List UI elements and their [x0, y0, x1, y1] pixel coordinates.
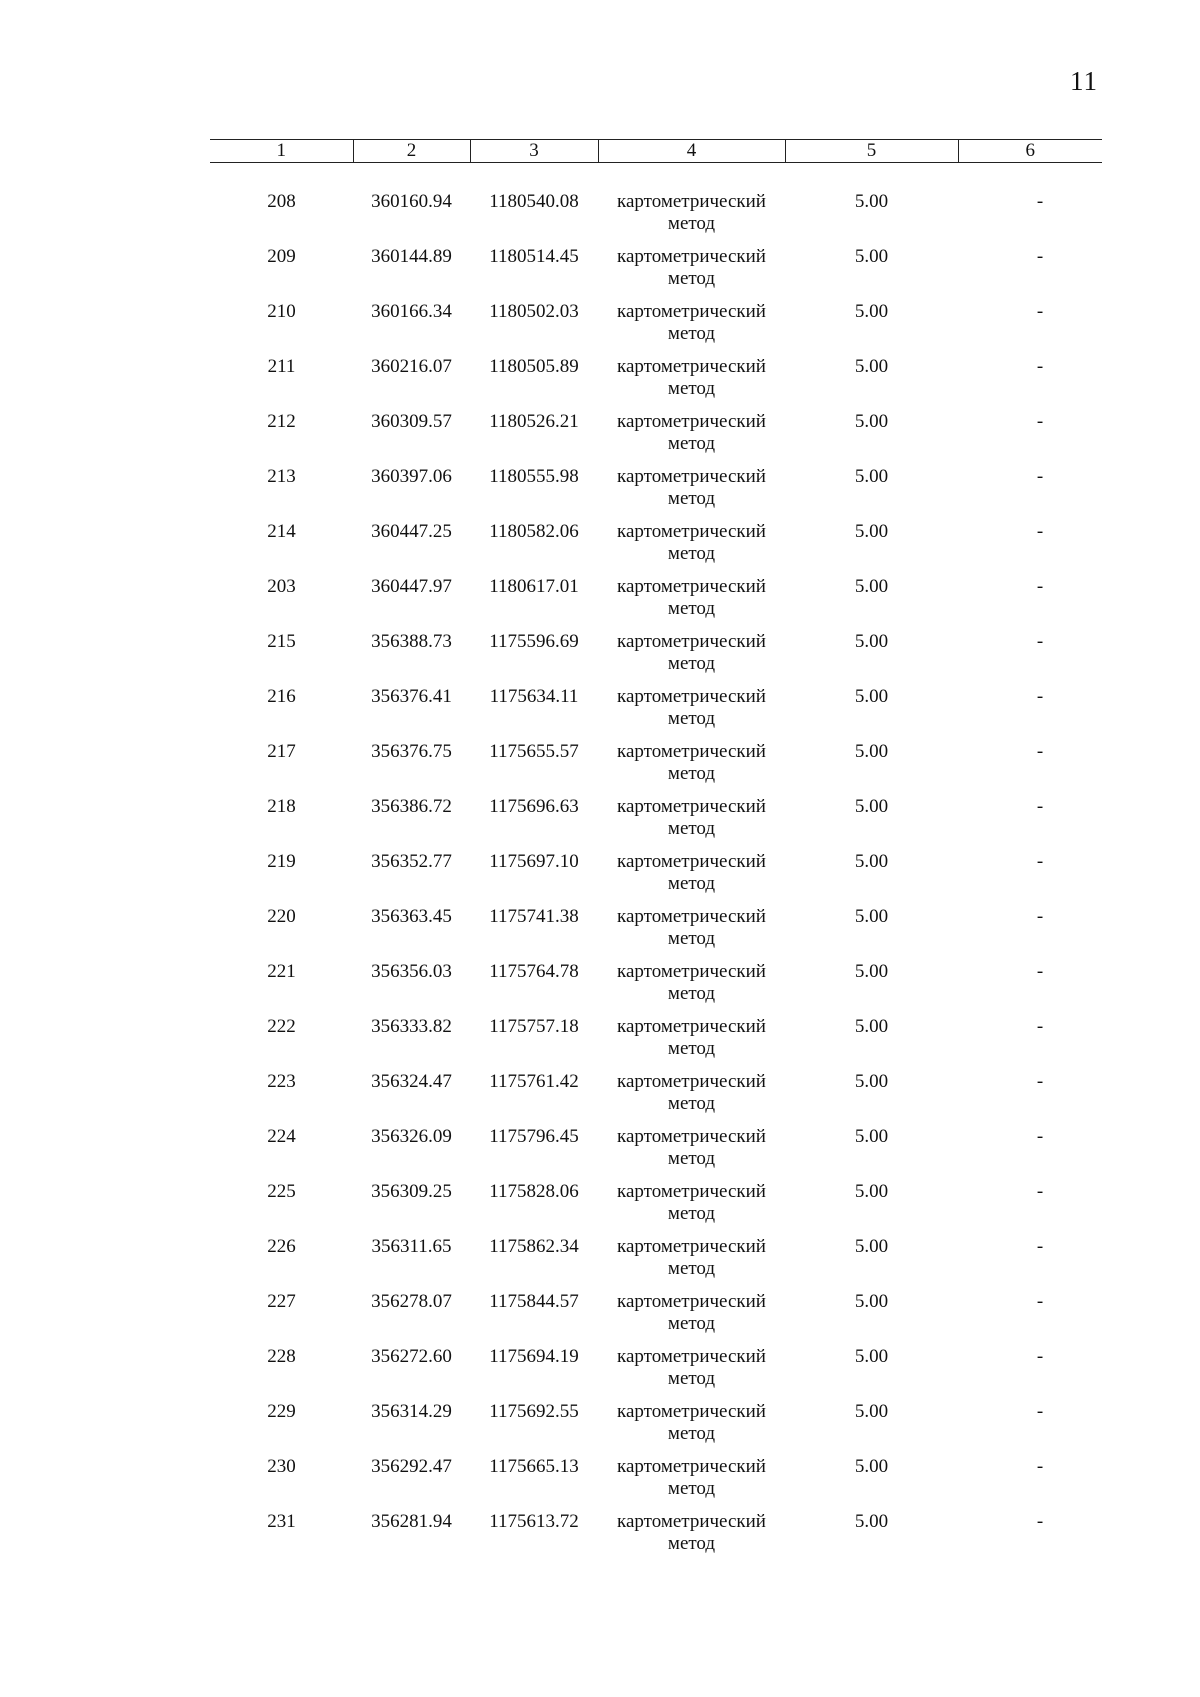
y-coordinate-cell: 1175634.11 [489, 685, 579, 707]
note-cell: - [1036, 575, 1044, 597]
accuracy-cell: 5.00 [854, 630, 889, 652]
y-coordinate-cell: 1175828.06 [489, 1180, 579, 1202]
y-coordinate-cell: 1175696.63 [489, 795, 579, 817]
method-cell: картометрический метод [617, 1125, 766, 1169]
note-cell: - [1036, 850, 1044, 872]
method-cell: картометрический метод [617, 740, 766, 784]
point-number-cell: 216 [267, 685, 296, 707]
header-col-5: 5 [785, 140, 958, 163]
note-cell: - [1036, 1510, 1044, 1532]
note-cell: - [1036, 355, 1044, 377]
accuracy-cell: 5.00 [854, 1290, 889, 1312]
table-header [210, 140, 1102, 163]
accuracy-cell: 5.00 [854, 410, 889, 432]
point-number-cell: 227 [267, 1290, 296, 1312]
table-body [210, 163, 1102, 1566]
accuracy-cell: 5.00 [854, 191, 889, 212]
point-number-cell: 219 [267, 850, 296, 872]
accuracy-cell: 5.00 [854, 1180, 889, 1202]
table-row [210, 796, 1102, 851]
x-coordinate-cell: 356314.29 [371, 1400, 452, 1422]
x-coordinate-cell: 356326.09 [371, 1125, 452, 1147]
accuracy-cell: 5.00 [854, 1015, 889, 1037]
point-number-cell: 225 [267, 1180, 296, 1202]
y-coordinate-cell: 1175697.10 [489, 850, 579, 872]
point-number-cell: 212 [267, 410, 296, 432]
table-row [210, 631, 1102, 686]
note-cell: - [1036, 1235, 1044, 1257]
note-cell: - [1036, 191, 1044, 212]
x-coordinate-cell: 356376.41 [371, 685, 452, 707]
method-cell: картометрический метод [617, 465, 766, 509]
method-cell: картометрический метод [617, 1455, 766, 1499]
note-cell: - [1036, 465, 1044, 487]
table-row [210, 576, 1102, 631]
x-coordinate-cell: 356352.77 [371, 850, 452, 872]
note-cell: - [1036, 905, 1044, 927]
header-col-1: 1 [210, 140, 353, 163]
x-coordinate-cell: 356333.82 [371, 1015, 452, 1037]
point-number-cell: 226 [267, 1235, 296, 1257]
x-coordinate-cell: 360309.57 [371, 410, 452, 432]
point-number-cell: 213 [267, 465, 296, 487]
table-row [210, 1126, 1102, 1181]
accuracy-cell: 5.00 [854, 575, 889, 597]
y-coordinate-cell: 1180617.01 [489, 575, 579, 597]
note-cell: - [1036, 1180, 1044, 1202]
point-number-cell: 218 [267, 795, 296, 817]
method-cell: картометрический метод [617, 355, 766, 399]
table-row [210, 521, 1102, 576]
y-coordinate-cell: 1175665.13 [489, 1455, 579, 1477]
method-cell: картометрический метод [617, 1015, 766, 1059]
table-row [210, 1016, 1102, 1071]
x-coordinate-cell: 356281.94 [371, 1510, 452, 1532]
x-coordinate-cell: 356309.25 [371, 1180, 452, 1202]
method-cell: картометрический метод [617, 960, 766, 1004]
coordinates-table-container [210, 139, 1102, 1566]
x-coordinate-cell: 360166.34 [371, 300, 452, 322]
header-col-3: 3 [470, 140, 598, 163]
x-coordinate-cell: 356292.47 [371, 1455, 452, 1477]
point-number-cell: 208 [267, 191, 296, 212]
x-coordinate-cell: 356363.45 [371, 905, 452, 927]
y-coordinate-cell: 1175741.38 [489, 905, 579, 927]
method-cell: картометрический метод [617, 1290, 766, 1334]
method-cell: картометрический метод [617, 905, 766, 949]
point-number-cell: 203 [267, 575, 296, 597]
note-cell: - [1036, 740, 1044, 762]
accuracy-cell: 5.00 [854, 795, 889, 817]
accuracy-cell: 5.00 [854, 850, 889, 872]
method-cell: картометрический метод [617, 520, 766, 564]
note-cell: - [1036, 1455, 1044, 1477]
point-number-cell: 222 [267, 1015, 296, 1037]
accuracy-cell: 5.00 [854, 685, 889, 707]
point-number-cell: 217 [267, 740, 296, 762]
table-row [210, 1401, 1102, 1456]
note-cell: - [1036, 795, 1044, 817]
point-number-cell: 221 [267, 960, 296, 982]
accuracy-cell: 5.00 [854, 1070, 889, 1092]
point-number-cell: 224 [267, 1125, 296, 1147]
table-row [210, 163, 1102, 246]
accuracy-cell: 5.00 [854, 1345, 889, 1367]
table-row [210, 1511, 1102, 1566]
x-coordinate-cell: 360447.25 [371, 520, 452, 542]
method-cell: картометрический метод [617, 1235, 766, 1279]
table-row [210, 1291, 1102, 1346]
y-coordinate-cell: 1180505.89 [489, 355, 579, 377]
header-row [210, 140, 1102, 163]
accuracy-cell: 5.00 [854, 1235, 889, 1257]
method-cell: картометрический метод [617, 1400, 766, 1444]
y-coordinate-cell: 1175694.19 [489, 1345, 579, 1367]
x-coordinate-cell: 360160.94 [371, 191, 452, 212]
note-cell: - [1036, 685, 1044, 707]
accuracy-cell: 5.00 [854, 960, 889, 982]
method-cell: картометрический метод [617, 1180, 766, 1224]
point-number-cell: 214 [267, 520, 296, 542]
y-coordinate-cell: 1180526.21 [489, 410, 579, 432]
accuracy-cell: 5.00 [854, 1455, 889, 1477]
point-number-cell: 228 [267, 1345, 296, 1367]
accuracy-cell: 5.00 [854, 1400, 889, 1422]
accuracy-cell: 5.00 [854, 355, 889, 377]
accuracy-cell: 5.00 [854, 465, 889, 487]
x-coordinate-cell: 356272.60 [371, 1345, 452, 1367]
table-row [210, 1236, 1102, 1291]
y-coordinate-cell: 1180502.03 [489, 300, 579, 322]
x-coordinate-cell: 356311.65 [371, 1235, 452, 1257]
table-row [210, 246, 1102, 301]
header-col-6: 6 [958, 140, 1102, 163]
note-cell: - [1036, 1070, 1044, 1092]
method-cell: картометрический метод [617, 630, 766, 674]
y-coordinate-cell: 1180555.98 [489, 465, 579, 487]
y-coordinate-cell: 1175655.57 [489, 740, 579, 762]
table-row [210, 961, 1102, 1016]
note-cell: - [1036, 245, 1044, 267]
x-coordinate-cell: 356324.47 [371, 1070, 452, 1092]
table-row [210, 411, 1102, 466]
note-cell: - [1036, 1345, 1044, 1367]
y-coordinate-cell: 1175764.78 [489, 960, 579, 982]
accuracy-cell: 5.00 [854, 520, 889, 542]
page-number: 11 [1070, 66, 1098, 96]
note-cell: - [1036, 1400, 1044, 1422]
note-cell: - [1036, 300, 1044, 322]
x-coordinate-cell: 356386.72 [371, 795, 452, 817]
table-row [210, 1456, 1102, 1511]
accuracy-cell: 5.00 [854, 300, 889, 322]
coordinates-table [210, 139, 1102, 1566]
method-cell: картометрический метод [617, 410, 766, 454]
note-cell: - [1036, 520, 1044, 542]
y-coordinate-cell: 1175796.45 [489, 1125, 579, 1147]
accuracy-cell: 5.00 [854, 905, 889, 927]
method-cell: картометрический метод [617, 1070, 766, 1114]
y-coordinate-cell: 1180514.45 [489, 245, 579, 267]
x-coordinate-cell: 356356.03 [371, 960, 452, 982]
y-coordinate-cell: 1175757.18 [489, 1015, 579, 1037]
header-col-2: 2 [353, 140, 470, 163]
x-coordinate-cell: 360447.97 [371, 575, 452, 597]
x-coordinate-cell: 360216.07 [371, 355, 452, 377]
point-number-cell: 215 [267, 630, 296, 652]
table-row [210, 466, 1102, 521]
y-coordinate-cell: 1175613.72 [489, 1510, 579, 1532]
point-number-cell: 211 [267, 355, 296, 377]
y-coordinate-cell: 1175761.42 [489, 1070, 579, 1092]
method-cell: картометрический метод [617, 191, 766, 234]
point-number-cell: 231 [267, 1510, 296, 1532]
accuracy-cell: 5.00 [854, 1510, 889, 1532]
note-cell: - [1036, 630, 1044, 652]
method-cell: картометрический метод [617, 575, 766, 619]
method-cell: картометрический метод [617, 245, 766, 289]
table-row [210, 741, 1102, 796]
table-row [210, 356, 1102, 411]
table-row [210, 1181, 1102, 1236]
note-cell: - [1036, 1015, 1044, 1037]
point-number-cell: 220 [267, 905, 296, 927]
note-cell: - [1036, 1290, 1044, 1312]
point-number-cell: 230 [267, 1455, 296, 1477]
x-coordinate-cell: 356376.75 [371, 740, 452, 762]
method-cell: картометрический метод [617, 300, 766, 344]
method-cell: картометрический метод [617, 795, 766, 839]
x-coordinate-cell: 356278.07 [371, 1290, 452, 1312]
table-row [210, 906, 1102, 961]
y-coordinate-cell: 1175844.57 [489, 1290, 579, 1312]
header-col-4: 4 [598, 140, 785, 163]
note-cell: - [1036, 410, 1044, 432]
table-row [210, 686, 1102, 741]
note-cell: - [1036, 960, 1044, 982]
method-cell: картометрический метод [617, 1345, 766, 1389]
method-cell: картометрический метод [617, 850, 766, 894]
accuracy-cell: 5.00 [854, 1125, 889, 1147]
x-coordinate-cell: 356388.73 [371, 630, 452, 652]
table-row [210, 1071, 1102, 1126]
method-cell: картометрический метод [617, 685, 766, 729]
accuracy-cell: 5.00 [854, 740, 889, 762]
note-cell: - [1036, 1125, 1044, 1147]
y-coordinate-cell: 1180540.08 [489, 191, 579, 212]
point-number-cell: 229 [267, 1400, 296, 1422]
y-coordinate-cell: 1175596.69 [489, 630, 579, 652]
x-coordinate-cell: 360397.06 [371, 465, 452, 487]
y-coordinate-cell: 1175862.34 [489, 1235, 579, 1257]
point-number-cell: 209 [267, 245, 296, 267]
accuracy-cell: 5.00 [854, 245, 889, 267]
y-coordinate-cell: 1175692.55 [489, 1400, 579, 1422]
table-row [210, 301, 1102, 356]
table-row [210, 1346, 1102, 1401]
table-row [210, 851, 1102, 906]
point-number-cell: 223 [267, 1070, 296, 1092]
x-coordinate-cell: 360144.89 [371, 245, 452, 267]
method-cell: картометрический метод [617, 1510, 766, 1554]
point-number-cell: 210 [267, 300, 296, 322]
y-coordinate-cell: 1180582.06 [489, 520, 579, 542]
